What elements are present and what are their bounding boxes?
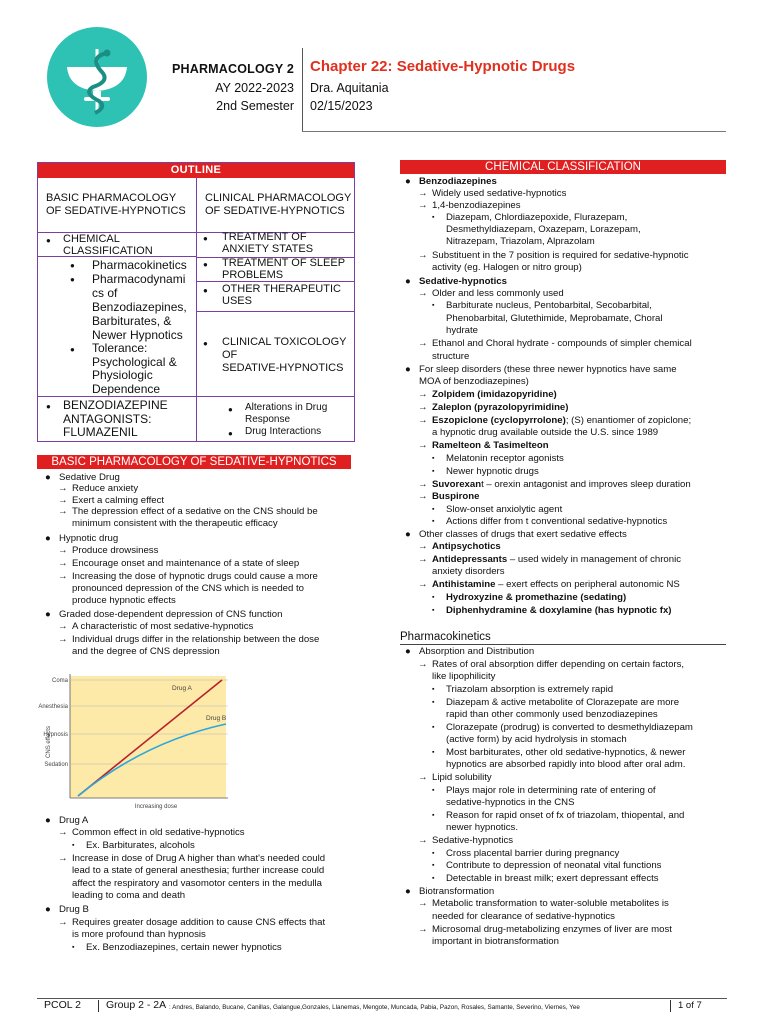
square-bullet-icon: ▪ bbox=[432, 506, 435, 513]
bullet-icon: ● bbox=[45, 815, 51, 826]
text-line: Encourage onset and maintenance of a state of sleep bbox=[72, 558, 300, 569]
text-line: hydrate bbox=[446, 325, 478, 336]
academic-year: AY 2022-2023 bbox=[215, 81, 294, 95]
outline-item-pharmacokinetics[interactable]: Pharmacokinetics bbox=[92, 258, 187, 272]
text-line: Requires greater dosage addition to cause CNS effects that bbox=[72, 917, 326, 928]
arrow-icon: → bbox=[418, 188, 428, 199]
square-bullet-icon: ▪ bbox=[72, 842, 75, 849]
text-line: newer hypnotics. bbox=[446, 822, 518, 833]
text-line: Cross placental barrier during pregnancy bbox=[446, 848, 620, 859]
level-label-hypnosis: Hypnosis bbox=[43, 732, 68, 738]
text-line: Detectable in breast milk; exert depressant effects bbox=[446, 873, 659, 884]
text-line: affect the respiratory and vasomotor centers in the medulla bbox=[72, 878, 322, 889]
text-line: The depression effect of a sedative on the CNS should be bbox=[72, 506, 318, 517]
outline-item-clinical-toxicology[interactable]: CLINICAL TOXICOLOGY OF SEDATIVE-HYPNOTICS bbox=[222, 336, 347, 374]
text-line: Reduce anxiety bbox=[72, 483, 139, 494]
text-line: Metabolic transformation to water-soluble metabolites is bbox=[432, 898, 669, 909]
outline-item-drug-interactions[interactable]: Drug Interactions bbox=[245, 426, 322, 437]
level-label-coma: Coma bbox=[51, 678, 68, 684]
bullet-icon: ● bbox=[45, 609, 51, 620]
y-axis-label: CNS effects bbox=[46, 726, 52, 758]
arrow-icon: → bbox=[58, 917, 68, 928]
text-line: Drug B bbox=[59, 904, 89, 915]
text-line: Antidepressants – used widely in management of chronic bbox=[432, 554, 682, 565]
outline-item-sleep-problems[interactable]: TREATMENT OF SLEEP PROBLEMS bbox=[222, 257, 346, 281]
text-line: Common effect in old sedative-hypnotics bbox=[72, 827, 245, 838]
drug-b-label: Drug B bbox=[206, 715, 227, 722]
text-line: produce hypnotic effects bbox=[72, 595, 176, 606]
arrow-icon: → bbox=[418, 491, 428, 502]
arrow-icon: → bbox=[58, 853, 68, 864]
lecture-date: 02/15/2023 bbox=[310, 99, 373, 113]
square-bullet-icon: ▪ bbox=[432, 812, 435, 819]
text-line: leading to coma and death bbox=[72, 890, 186, 901]
text-line: Zolpidem (imidazopyridine) bbox=[432, 389, 557, 400]
arrow-icon: → bbox=[58, 558, 68, 569]
text-line: Ethanol and Choral hydrate - compounds of simpler chemical bbox=[432, 338, 692, 349]
bullet-icon: ● bbox=[203, 234, 208, 243]
arrow-icon: → bbox=[418, 554, 428, 565]
square-bullet-icon: ▪ bbox=[432, 724, 435, 731]
text-line: important in biotransformation bbox=[432, 936, 559, 947]
bowl-of-hygieia-icon bbox=[47, 27, 147, 127]
text-line: Sedative-hypnotics bbox=[432, 835, 514, 846]
text-line: structure bbox=[432, 351, 470, 362]
arrow-icon: → bbox=[418, 772, 428, 783]
text-line: Lipid solubility bbox=[432, 772, 492, 783]
bullet-icon: ● bbox=[70, 261, 75, 270]
square-bullet-icon: ▪ bbox=[432, 749, 435, 756]
outline-head-basic: BASIC PHARMACOLOGY OF SEDATIVE-HYPNOTICS bbox=[46, 192, 186, 217]
bullet-icon: ● bbox=[405, 646, 411, 657]
arrow-icon: → bbox=[418, 541, 428, 552]
square-bullet-icon: ▪ bbox=[432, 455, 435, 462]
drug-a-label: Drug A bbox=[172, 685, 192, 692]
text-line: rapid than other commonly used benzodiazepines bbox=[446, 709, 658, 720]
text-line: Clorazepate (prodrug) is converted to desmethyldiazepam bbox=[446, 722, 693, 733]
bullet-icon: ● bbox=[228, 405, 233, 414]
text-line: Biotransformation bbox=[419, 886, 495, 897]
bullet-icon: ● bbox=[45, 533, 51, 544]
arrow-icon: → bbox=[58, 634, 68, 645]
footer-divider bbox=[670, 1000, 671, 1012]
outline-item-chemical-classification[interactable]: CHEMICAL CLASSIFICATION bbox=[63, 233, 153, 257]
outline-item-tolerance[interactable]: Tolerance: Psychological & Physiologic Dependence bbox=[92, 341, 177, 396]
bullet-icon: ● bbox=[405, 364, 411, 375]
text-line: Diazepam, Chlordiazepoxide, Flurazepam, bbox=[446, 212, 628, 223]
section-title-chemical-classification: CHEMICAL CLASSIFICATION bbox=[400, 160, 726, 174]
outline-item-benzodiazepine-antagonists[interactable]: BENZODIAZEPINE ANTAGONISTS: FLUMAZENIL bbox=[63, 398, 168, 439]
text-line: 1,4-benzodiazepines bbox=[432, 200, 521, 211]
bullet-icon: ● bbox=[405, 276, 411, 287]
arrow-icon: → bbox=[418, 389, 428, 400]
outline-title: OUTLINE bbox=[38, 163, 354, 178]
square-bullet-icon: ▪ bbox=[432, 302, 435, 309]
text-line: minimum consistent with the therapeutic efficacy bbox=[72, 518, 278, 529]
graph-background bbox=[70, 676, 226, 798]
text-line: Hydroxyzine & promethazine (sedating) bbox=[446, 592, 627, 603]
outline-table bbox=[37, 162, 355, 442]
arrow-icon: → bbox=[418, 338, 428, 349]
text-line: A characteristic of most sedative-hypnotics bbox=[72, 621, 254, 632]
square-bullet-icon: ▪ bbox=[432, 699, 435, 706]
square-bullet-icon: ▪ bbox=[432, 787, 435, 794]
instructor: Dra. Aquitania bbox=[310, 81, 389, 95]
text-line: Sedative Drug bbox=[59, 472, 120, 483]
text-line: Graded dose-dependent depression of CNS function bbox=[59, 609, 283, 620]
square-bullet-icon: ▪ bbox=[432, 518, 435, 525]
outline-item-anxiety-states[interactable]: TREATMENT OF ANXIETY STATES bbox=[222, 231, 314, 255]
level-label-sedation: Sedation bbox=[44, 762, 68, 768]
arrow-icon: → bbox=[418, 479, 428, 490]
bullet-icon: ● bbox=[45, 904, 51, 915]
bullet-icon: ● bbox=[203, 286, 208, 295]
text-line: Other classes of drugs that exert sedative effects bbox=[419, 529, 627, 540]
text-line: and the degree of CNS depression bbox=[72, 646, 220, 657]
footer-group: Group 2 - 2A bbox=[106, 999, 167, 1011]
arrow-icon: → bbox=[418, 898, 428, 909]
text-line: Drug A bbox=[59, 815, 89, 826]
pharmacy-logo bbox=[47, 27, 147, 127]
outline-item-alterations-in-drug-response[interactable]: Alterations in Drug Response bbox=[245, 402, 328, 425]
bullet-icon: ● bbox=[70, 275, 75, 284]
square-bullet-icon: ▪ bbox=[432, 468, 435, 475]
text-line: Phenobarbital, Glutethimide, Meprobamate, Choral bbox=[446, 313, 663, 324]
arrow-icon: → bbox=[418, 200, 428, 211]
square-bullet-icon: ▪ bbox=[72, 944, 75, 951]
text-line: Melatonin receptor agonists bbox=[446, 453, 564, 464]
text-line: sedative-hypnotics in the CNS bbox=[446, 797, 575, 808]
text-line: hypnotics are absorbed rapidly into blood after oral adm. bbox=[446, 759, 686, 770]
bullet-icon: ● bbox=[405, 529, 411, 540]
bullet-icon: ● bbox=[70, 345, 75, 354]
text-line: Widely used sedative-hypnotics bbox=[432, 188, 567, 199]
arrow-icon: → bbox=[418, 579, 428, 590]
footer-divider bbox=[98, 1000, 99, 1012]
text-line: Rates of oral absorption differ depending on certain factors, bbox=[432, 659, 685, 670]
text-line: Increasing the dose of hypnotic drugs could cause a more bbox=[72, 571, 318, 582]
text-line: Hypnotic drug bbox=[59, 533, 119, 544]
text-line: Benzodiazepines bbox=[419, 176, 497, 187]
text-line: Zaleplon (pyrazolopyrimidine) bbox=[432, 402, 569, 413]
outline-row-divider bbox=[197, 311, 354, 312]
text-line: Most barbiturates, other old sedative-hypnotics, & newer bbox=[446, 747, 686, 758]
arrow-icon: → bbox=[418, 415, 428, 426]
text-line: lead to a state of general anesthesia; further increase could bbox=[72, 865, 325, 876]
x-axis-label: Increasing dose bbox=[134, 804, 178, 810]
text-line: Barbiturate nucleus, Pentobarbital, Secobarbital, bbox=[446, 300, 652, 311]
text-line: Ex. Benzodiazepines, certain newer hypnotics bbox=[86, 942, 282, 953]
square-bullet-icon: ▪ bbox=[432, 862, 435, 869]
text-line: Buspirone bbox=[432, 491, 480, 502]
square-bullet-icon: ▪ bbox=[432, 686, 435, 693]
bullet-icon: ● bbox=[405, 176, 411, 187]
text-line: Reason for rapid onset of fx of triazolam, thiopental, and bbox=[446, 810, 685, 821]
text-line: activity (eg. Halogen or nitro group) bbox=[432, 262, 582, 273]
text-line: a hypnotic drug available outside the U.S. since 1989 bbox=[432, 427, 659, 438]
chapter-title: Chapter 22: Sedative-Hypnotic Drugs bbox=[310, 58, 576, 75]
semester: 2nd Semester bbox=[216, 99, 294, 113]
text-line: Diphenhydramine & doxylamine (has hypnotic fx) bbox=[446, 605, 672, 616]
text-line: Microsomal drug-metabolizing enzymes of liver are most bbox=[432, 924, 672, 935]
section-title-basic-pharmacology: BASIC PHARMACOLOGY OF SEDATIVE-HYPNOTICS bbox=[37, 455, 351, 469]
outline-row-divider bbox=[38, 396, 354, 397]
text-line: Suvorexant – orexin antagonist and improves sleep duration bbox=[432, 479, 691, 490]
text-line: is more profound than hypnosis bbox=[72, 929, 206, 940]
bullet-icon: ● bbox=[228, 429, 233, 438]
square-bullet-icon: ▪ bbox=[432, 875, 435, 882]
header-rule bbox=[302, 131, 726, 132]
text-line: Produce drowsiness bbox=[72, 545, 159, 556]
bullet-icon: ● bbox=[46, 236, 51, 245]
square-bullet-icon: ▪ bbox=[432, 214, 435, 221]
text-line: Nitrazepam, Triazolam, Alprazolam bbox=[446, 236, 595, 247]
arrow-icon: → bbox=[418, 835, 428, 846]
arrow-icon: → bbox=[418, 440, 428, 451]
footer-members: : Andres, Balando, Bucane, Canillas, Galangue,Gonzales, Llanemas, Mengote, Muncada, Pabia, Pazon, Rosales, Samante, Severino, Viernes, Yee bbox=[169, 1004, 580, 1011]
text-line: Absorption and Distribution bbox=[419, 646, 535, 657]
text-line: Substituent in the 7 position is required for sedative-hypnotic bbox=[432, 250, 689, 261]
text-line: Actions differ from t conventional sedative-hypnotics bbox=[446, 516, 668, 527]
text-line: Individual drugs differ in the relationship between the dose bbox=[72, 634, 320, 645]
text-line: (active form) by acid hydrolysis in stomach bbox=[446, 734, 627, 745]
arrow-icon: → bbox=[418, 659, 428, 670]
text-line: Antihistamine – exert effects on peripheral autonomic NS bbox=[432, 579, 680, 590]
level-label-anesthesia: Anesthesia bbox=[38, 704, 68, 710]
arrow-icon: → bbox=[58, 483, 68, 494]
square-bullet-icon: ▪ bbox=[432, 607, 435, 614]
outline-column-divider bbox=[196, 178, 197, 441]
outline-head-clinical: CLINICAL PHARMACOLOGY OF SEDATIVE-HYPNOTICS bbox=[205, 192, 352, 217]
text-line: Desmethyldiazepam, Oxazepam, Lorazepam, bbox=[446, 224, 641, 235]
text-line: Contribute to depression of neonatal vital functions bbox=[446, 860, 662, 871]
text-line: Diazepam & active metabolite of Clorazepate are more bbox=[446, 697, 680, 708]
arrow-icon: → bbox=[58, 827, 68, 838]
text-line: Ex. Barbiturates, alcohols bbox=[86, 840, 195, 851]
arrow-icon: → bbox=[58, 621, 68, 632]
arrow-icon: → bbox=[58, 571, 68, 582]
course-name: PHARMACOLOGY 2 bbox=[171, 62, 294, 76]
arrow-icon: → bbox=[58, 495, 68, 506]
bullet-icon: ● bbox=[46, 402, 51, 411]
text-line: Triazolam absorption is extremely rapid bbox=[446, 684, 614, 695]
text-line: Exert a calming effect bbox=[72, 495, 165, 506]
arrow-icon: → bbox=[418, 924, 428, 935]
arrow-icon: → bbox=[418, 250, 428, 261]
text-line: Eszopiclone (cyclopyrrolone); (S) enantiomer of zopiclone; bbox=[432, 415, 692, 426]
outline-item-other-therapeutic-uses[interactable]: OTHER THERAPEUTIC USES bbox=[222, 283, 341, 307]
arrow-icon: → bbox=[418, 288, 428, 299]
square-bullet-icon: ▪ bbox=[432, 594, 435, 601]
text-line: Plays major role in determining rate of entering of bbox=[446, 785, 656, 796]
text-line: pronounced depression of the CNS which is needed to bbox=[72, 583, 304, 594]
page-number: 1 of 7 bbox=[678, 1000, 702, 1011]
text-line: Older and less commonly used bbox=[432, 288, 564, 299]
bullet-icon: ● bbox=[405, 886, 411, 897]
text-line: Increase in dose of Drug A higher than what's needed could bbox=[72, 853, 326, 864]
dose-response-figure bbox=[38, 670, 244, 812]
arrow-icon: → bbox=[418, 402, 428, 413]
outline-row-divider bbox=[197, 281, 354, 282]
text-line: Ramelteon & Tasimelteon bbox=[432, 440, 549, 451]
text-line: Antipsychotics bbox=[432, 541, 501, 552]
text-line: needed for clearance of sedative-hypnotics bbox=[432, 911, 615, 922]
text-line: Sedative-hypnotics bbox=[419, 276, 507, 287]
text-line: Slow-onset anxiolytic agent bbox=[446, 504, 563, 515]
text-line: anxiety disorders bbox=[432, 566, 505, 577]
arrow-icon: → bbox=[58, 545, 68, 556]
arrow-icon: → bbox=[58, 506, 68, 517]
text-line: like lipophilicity bbox=[432, 671, 496, 682]
text-line: MOA of benzodiazepines) bbox=[419, 376, 529, 387]
footer-course: PCOL 2 bbox=[44, 999, 81, 1011]
text-line: Newer hypnotic drugs bbox=[446, 466, 539, 477]
text-line: For sleep disorders (these three newer hypnotics have same bbox=[419, 364, 677, 375]
bullet-icon: ● bbox=[203, 260, 208, 269]
header-divider bbox=[302, 48, 303, 131]
outline-item-pharmacodynamics[interactable]: Pharmacodynami cs of Benzodiazepines, Barbiturates, & Newer Hypnotics bbox=[92, 272, 187, 342]
bullet-icon: ● bbox=[203, 339, 208, 348]
section-title-pharmacokinetics: Pharmacokinetics bbox=[400, 630, 726, 645]
square-bullet-icon: ▪ bbox=[432, 850, 435, 857]
bullet-icon: ● bbox=[45, 472, 51, 483]
